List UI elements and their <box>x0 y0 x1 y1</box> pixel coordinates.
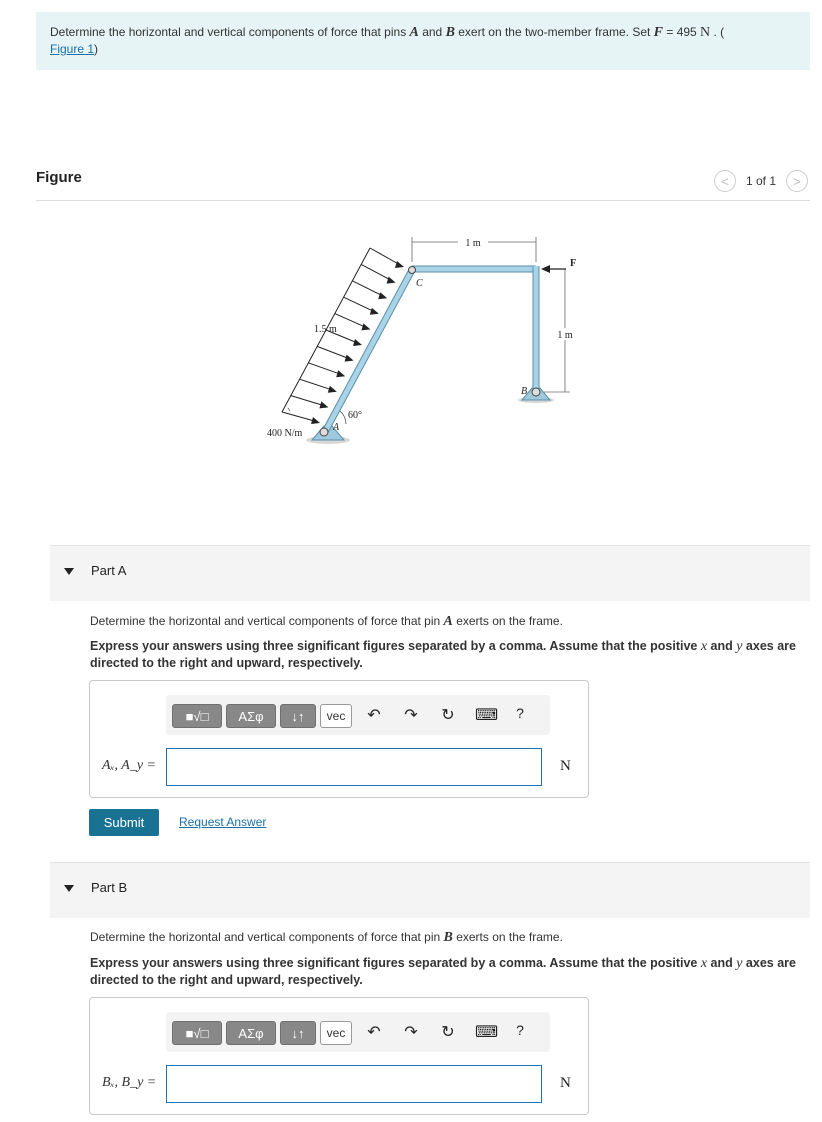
submit-button[interactable]: Submit <box>89 809 159 836</box>
part-b-title: Part B <box>91 880 128 895</box>
load-arrowhead <box>328 386 337 393</box>
redo-icon[interactable]: ↷ <box>404 707 418 724</box>
request-answer-link[interactable]: Request Answer <box>179 815 267 829</box>
load-arrowhead <box>370 308 379 315</box>
force-label: F <box>570 258 577 269</box>
problem-text: and <box>418 25 446 39</box>
angle-arc <box>340 411 346 424</box>
part-b-header[interactable] <box>50 862 810 918</box>
slant-dimension-line <box>288 408 290 411</box>
help-icon[interactable]: ? <box>516 1022 524 1038</box>
frame-figure <box>260 228 590 458</box>
pin-b-symbol: B <box>445 25 455 40</box>
figure-count: 1 of 1 <box>745 174 776 188</box>
question-text: exerts on the frame. <box>452 930 563 944</box>
load-arrowhead <box>387 277 396 284</box>
figure-pager <box>714 170 808 192</box>
answer-label: Bₓ, B_y = <box>102 1075 157 1090</box>
answer-input[interactable] <box>166 1065 542 1103</box>
answer-unit: N <box>560 758 571 774</box>
vector-button[interactable]: vec <box>320 704 352 728</box>
x-symbol: x <box>700 639 708 654</box>
figure-title: Figure <box>36 169 82 186</box>
x-symbol: x <box>700 956 708 971</box>
question-text: Determine the horizontal and vertical components of force that pin <box>90 614 444 628</box>
help-icon[interactable]: ? <box>516 705 524 721</box>
part-a-answer-box <box>89 680 589 798</box>
chevron-right-icon: > <box>793 173 801 189</box>
problem-statement <box>36 12 810 70</box>
problem-text: Determine the horizontal and vertical components of force that pins <box>50 25 410 39</box>
redo-icon[interactable]: ↷ <box>404 1024 418 1041</box>
math-toolbar <box>166 1012 550 1052</box>
right-dimension-label: 1 m <box>557 330 573 341</box>
collapse-triangle-icon[interactable] <box>64 568 74 575</box>
load-arrowhead <box>336 370 345 377</box>
instruction-text: Express your answers using three significant figures separated by a comma. Assume that the positive <box>90 639 701 653</box>
pin-a <box>320 428 328 436</box>
problem-text: exert on the two-member frame. Set <box>454 25 654 39</box>
load-label: 400 N/m <box>267 428 303 439</box>
keyboard-icon[interactable]: ⌨ <box>475 707 499 724</box>
load-arrowhead <box>345 355 354 362</box>
collapse-triangle-icon[interactable] <box>64 885 74 892</box>
answer-unit: N <box>560 1075 571 1091</box>
slant-dimension-label: 1.5 m <box>314 324 337 335</box>
reset-icon[interactable]: ↻ <box>441 707 455 724</box>
question-text: Determine the horizontal and vertical components of force that pin <box>90 930 444 944</box>
y-symbol: y <box>736 956 743 971</box>
chevron-left-icon: < <box>721 173 729 189</box>
load-arrowhead <box>378 292 387 299</box>
part-b-answer-box <box>89 997 589 1115</box>
part-b-question <box>90 929 810 946</box>
figure-link[interactable]: Figure 1 <box>50 42 95 56</box>
pin-symbol: A <box>443 614 453 629</box>
load-arrowhead <box>319 401 328 408</box>
top-dimension-label: 1 m <box>465 238 481 249</box>
greek-symbols-button[interactable]: ΑΣφ <box>226 704 276 728</box>
instruction-text: and <box>707 639 737 653</box>
load-arrowhead <box>395 261 404 268</box>
load-arrowhead <box>311 417 320 424</box>
y-symbol: y <box>736 639 743 654</box>
answer-input[interactable] <box>166 748 542 786</box>
figure-divider <box>36 200 810 201</box>
greek-symbols-button[interactable]: ΑΣφ <box>226 1021 276 1045</box>
pin-symbol: B <box>443 930 453 945</box>
problem-text: ) <box>94 42 99 56</box>
instruction-text: axes are directed to the right and upward, respectively. <box>90 639 796 670</box>
part-a-header[interactable] <box>50 545 810 601</box>
templates-button[interactable]: ■√□ <box>172 1021 222 1045</box>
pin-a-label: A <box>333 422 340 433</box>
subscript-superscript-button[interactable]: ↓↑ <box>280 704 316 728</box>
force-symbol: F <box>653 25 664 40</box>
templates-button[interactable]: ■√□ <box>172 704 222 728</box>
instruction-text: Express your answers using three significant figures separated by a comma. Assume that the positive <box>90 956 701 970</box>
math-toolbar <box>166 695 550 735</box>
pin-c-label: C <box>416 278 423 289</box>
part-a-title: Part A <box>91 563 127 578</box>
pin-a-symbol: A <box>409 25 419 40</box>
undo-icon[interactable]: ↶ <box>367 1024 381 1041</box>
force-arrowhead <box>541 265 550 273</box>
undo-icon[interactable]: ↶ <box>367 707 381 724</box>
reset-icon[interactable]: ↻ <box>441 1024 455 1041</box>
load-arrowhead <box>361 323 370 330</box>
pin-c <box>409 267 416 274</box>
pin-b <box>532 388 540 396</box>
part-b-instructions <box>90 955 810 988</box>
member-ac-fill <box>326 270 412 430</box>
answer-label: Aₓ, A_y = <box>102 758 156 773</box>
next-figure-button[interactable] <box>786 170 808 192</box>
problem-text: . ( <box>710 25 725 39</box>
question-text: exerts on the frame. <box>452 614 563 628</box>
part-a-question <box>90 613 810 630</box>
instruction-text: and <box>707 956 737 970</box>
vector-button[interactable]: vec <box>320 1021 352 1045</box>
force-unit: N <box>700 25 711 40</box>
problem-text: = 495 <box>663 25 701 39</box>
load-arrowhead <box>353 339 362 346</box>
pin-b-label: B <box>521 386 528 397</box>
angle-label: 60° <box>348 410 362 421</box>
prev-figure-button[interactable] <box>714 170 736 192</box>
subscript-superscript-button[interactable]: ↓↑ <box>280 1021 316 1045</box>
instruction-text: axes are directed to the right and upward, respectively. <box>90 956 796 987</box>
keyboard-icon[interactable]: ⌨ <box>475 1024 499 1041</box>
part-a-instructions <box>90 638 810 671</box>
